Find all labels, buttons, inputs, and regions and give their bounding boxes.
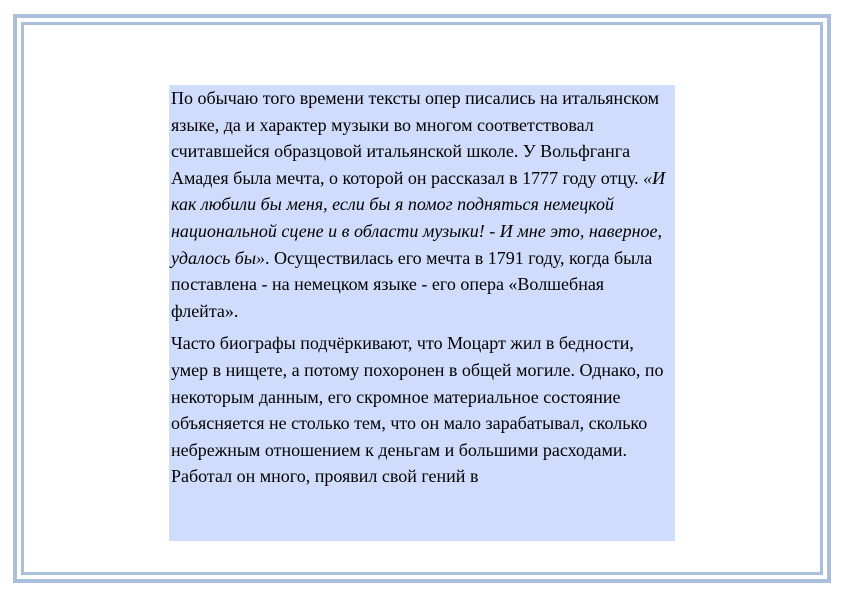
text-block [169,85,675,541]
paragraph-1-conclusion: . Осуществилась его мечта в 1791 году, когда была поставлена - на немецком языке - его опера «Волшебная флейта». [171,247,653,321]
mozart-quote: «И как любили бы меня, если бы я помог подняться немецкой национальной сцене и в области музыки! - И мне это, наверное, удалось бы» [171,167,666,268]
paragraph-1 [171,85,672,324]
paragraph-1-intro: По обычаю того времени тексты опер писались на итальянском языке, да и характер музыки во многом соответствовал считавшейся образцовой итальянской школе. У Вольфганга Амадея была мечта, о которой он рассказал в 1777 году отцу. [171,88,660,188]
paragraph-2: Часто биографы подчёркивают, что Моцарт жил в бедности, умер в нищете, а потому похоронен в общей могиле. Однако, по некоторым данным, его скромное материальное состояние объясняется не столько тем, что он мало зарабатывал, сколько небрежным отношением к деньгам и большими расходами. Работал он много, проявил свой гений в [171,333,664,487]
